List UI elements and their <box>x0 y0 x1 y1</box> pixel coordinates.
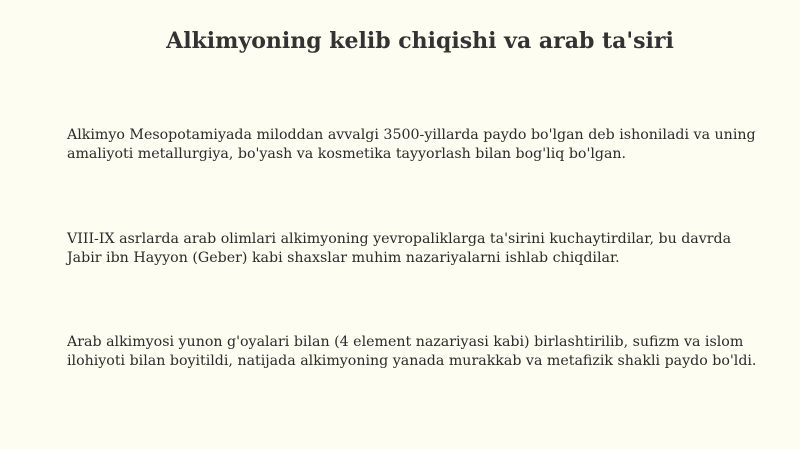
paragraph-arab-alchemy: Arab alkimyosi yunon g'oyalari bilan (4 element nazariyasi kabi) birlashtirilib, sufizm va islom ilohiyoti bilan boyitildi, natijada alkimyoning yanada murakkab va metafizik shakli paydo bo'ldi. <box>67 334 757 369</box>
slide-title: Alkimyoning kelib chiqishi va arab ta'siri <box>166 28 674 54</box>
paragraph-origin: Alkimyo Mesopotamiyada miloddan avvalgi 3500-yillarda paydo bo'lgan deb ishoniladi va uning amaliyoti metallurgiya, bo'yash va kosmetika tayyorlash bilan bog'liq bo'lgan. <box>67 127 756 162</box>
paragraph-arab-scholars: VIII-IX asrlarda arab olimlari alkimyoning yevropaliklarga ta'sirini kuchaytirdilar, bu davrda Jabir ibn Hayyon (Geber) kabi shaxslar muhim nazariyalarni ishlab chiqdilar. <box>67 231 732 266</box>
